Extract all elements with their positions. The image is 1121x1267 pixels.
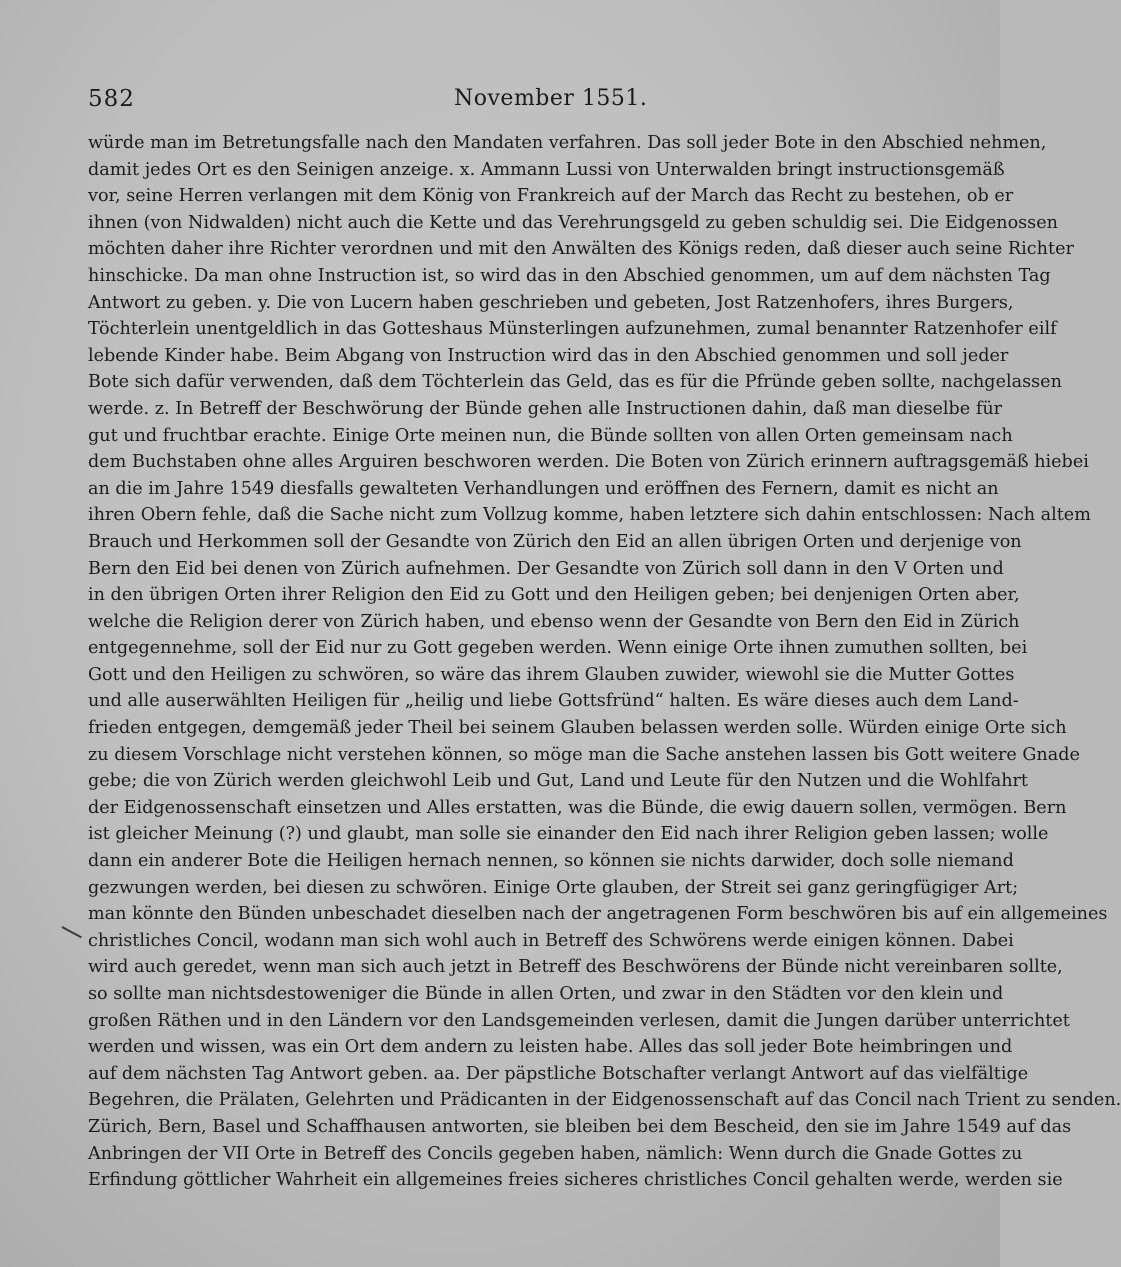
text-line: Antwort zu geben. y. Die von Lucern haben geschrieben und gebeten, Jost Ratzenhofers, ihres Burgers, — [88, 292, 1014, 313]
text-line: wird auch geredet, wenn man sich auch jetzt in Betreff des Beschwörens der Bünde nicht vereinbaren sollte, — [88, 957, 1063, 978]
body-text — [88, 130, 1121, 1194]
text-line: gebe; die von Zürich werden gleichwohl Leib und Gut, Land und Leute für den Nutzen und die Wohlfahrt — [88, 771, 1029, 792]
text-line: Bern den Eid bei denen von Zürich aufnehmen. Der Gesandte von Zürich soll dann in den V Orten und — [88, 558, 1004, 579]
text-line: Zürich, Bern, Basel und Schaffhausen antworten, sie bleiben bei dem Bescheid, den sie im Jahre 1549 auf das — [88, 1116, 1072, 1137]
text-line: würde man im Betretungsfalle nach den Mandaten verfahren. Das soll jeder Bote in den Abschied nehmen, — [88, 133, 1047, 153]
text-line: entgegennehme, soll der Eid nur zu Gott gegeben werden. Wenn einige Orte ihnen zumuthen sollten, bei — [88, 638, 1028, 659]
text-line: Töchterlein unentgeldlich in das Gotteshaus Münsterlingen aufzunehmen, zumal benannter Ratzenhofer eilf — [88, 319, 1057, 340]
text-line: der Eidgenossenschaft einsetzen und Alles erstatten, was die Bünde, die ewig dauern sollen, vermögen. Bern — [88, 797, 1067, 818]
text-line: werden und wissen, was ein Ort dem andern zu leisten habe. Alles das soll jeder Bote heimbringen und — [88, 1037, 1013, 1058]
text-line: christliches Concil, wodann man sich wohl auch in Betreff des Schwörens werde einigen können. Dabei — [88, 930, 1014, 951]
text-line: ihren Obern fehle, daß die Sache nicht zum Vollzug komme, haben letztere sich dahin entschlossen: Nach altem — [88, 505, 1091, 526]
text-line: werde. z. In Betreff der Beschwörung der Bünde gehen alle Instructionen dahin, daß man dieselbe für — [88, 398, 1003, 419]
text-line: in den übrigen Orten ihrer Religion den Eid zu Gott und den Heiligen geben; bei denjenigen Orten aber, — [88, 585, 1020, 606]
text-line: dann ein anderer Bote die Heiligen hernach nennen, so können sie nichts darwider, doch solle niemand — [88, 851, 1014, 872]
text-line: Erfindung göttlicher Wahrheit ein allgemeines freies sicheres christliches Concil gehalten werde, werden sie — [88, 1170, 1063, 1191]
text-line: Brauch und Herkommen soll der Gesandte von Zürich den Eid an allen übrigen Orten und derjenige von — [88, 531, 1022, 552]
text-line: gut und fruchtbar erachte. Einige Orte meinen nun, die Bünde sollten von allen Orten gemeinsam nach — [88, 425, 1013, 446]
text-line: Gott und den Heiligen zu schwören, so wäre das ihrem Glauben zuwider, wiewohl sie die Mutter Gottes — [88, 664, 1015, 685]
text-line: großen Räthen und in den Ländern vor den Landsgemeinden verlesen, damit die Jungen darüber unterrichtet — [88, 1010, 1070, 1031]
text-line: vor, seine Herren verlangen mit dem König von Frankreich auf der March das Recht zu bestehen, ob er — [88, 186, 1014, 207]
text-line: welche die Religion derer von Zürich haben, und ebenso wenn der Gesandte von Bern den Eid in Zürich — [88, 611, 1020, 632]
text-line: lebende Kinder habe. Beim Abgang von Instruction wird das in den Abschied genommen und soll jeder — [88, 345, 1009, 366]
text-line: Anbringen der VII Orte in Betreff des Concils gegeben haben, nämlich: Wenn durch die Gnade Gottes zu — [88, 1143, 1023, 1164]
text-line: ist gleicher Meinung (?) und glaubt, man solle sie einander den Eid nach ihrer Religion geben lassen; wolle — [88, 824, 1049, 845]
text-line: und alle auserwählten Heiligen für „heilig und liebe Gottsfründ“ halten. Es wäre dieses auch dem Land- — [88, 691, 1019, 712]
text-line: gezwungen werden, bei diesen zu schwören. Einige Orte glauben, der Streit sei ganz geringfügiger Art; — [88, 877, 1019, 898]
text-line: ihnen (von Nidwalden) nicht auch die Kette und das Verehrungsgeld zu geben schuldig sei. Die Eidgenossen — [88, 212, 1058, 233]
text-line: damit jedes Ort es den Seinigen anzeige. x. Ammann Lussi von Unterwalden bringt instructionsgemäß — [88, 159, 1005, 180]
page-number: 582 — [88, 86, 135, 112]
text-line: möchten daher ihre Richter verordnen und mit den Anwälten des Königs reden, daß dieser auch seine Richter — [88, 239, 1074, 260]
page-header — [88, 86, 948, 120]
margin-pencil-mark — [62, 926, 82, 938]
text-line: an die im Jahre 1549 diesfalls gewalteten Verhandlungen und eröffnen des Fernern, damit es nicht an — [88, 478, 999, 499]
text-line: Begehren, die Prälaten, Gelehrten und Prädicanten in der Eidgenossenschaft auf das Concil nach Trient zu senden. — [88, 1090, 1121, 1111]
text-line: hinschicke. Da man ohne Instruction ist, so wird das in den Abschied genommen, um auf dem nächsten Tag — [88, 265, 1051, 286]
text-line: so sollte man nichtsdestoweniger die Bünde in allen Orten, und zwar in den Städten vor den klein und — [88, 984, 1004, 1004]
text-line: Bote sich dafür verwenden, daß dem Töchterlein das Geld, das es für die Pfründe geben sollte, nachgelassen — [88, 372, 1062, 393]
text-line: frieden entgegen, demgemäß jeder Theil bei seinem Glauben belassen werden solle. Würden einige Orte sich — [88, 718, 1067, 739]
text-line: auf dem nächsten Tag Antwort geben. aa. Der päpstliche Botschafter verlangt Antwort auf das vielfältige — [88, 1063, 1029, 1084]
text-line: dem Buchstaben ohne alles Arguiren beschworen werden. Die Boten von Zürich erinnern auftragsgemäß hiebei — [88, 452, 1089, 473]
text-line: zu diesem Vorschlage nicht verstehen können, so möge man die Sache anstehen lassen bis Gott weitere Gnade — [88, 744, 1080, 765]
running-head: November 1551. — [454, 86, 648, 111]
text-line: man könnte den Bünden unbeschadet dieselben nach der angetragenen Form beschwören bis auf ein allgemeines — [88, 904, 1108, 925]
